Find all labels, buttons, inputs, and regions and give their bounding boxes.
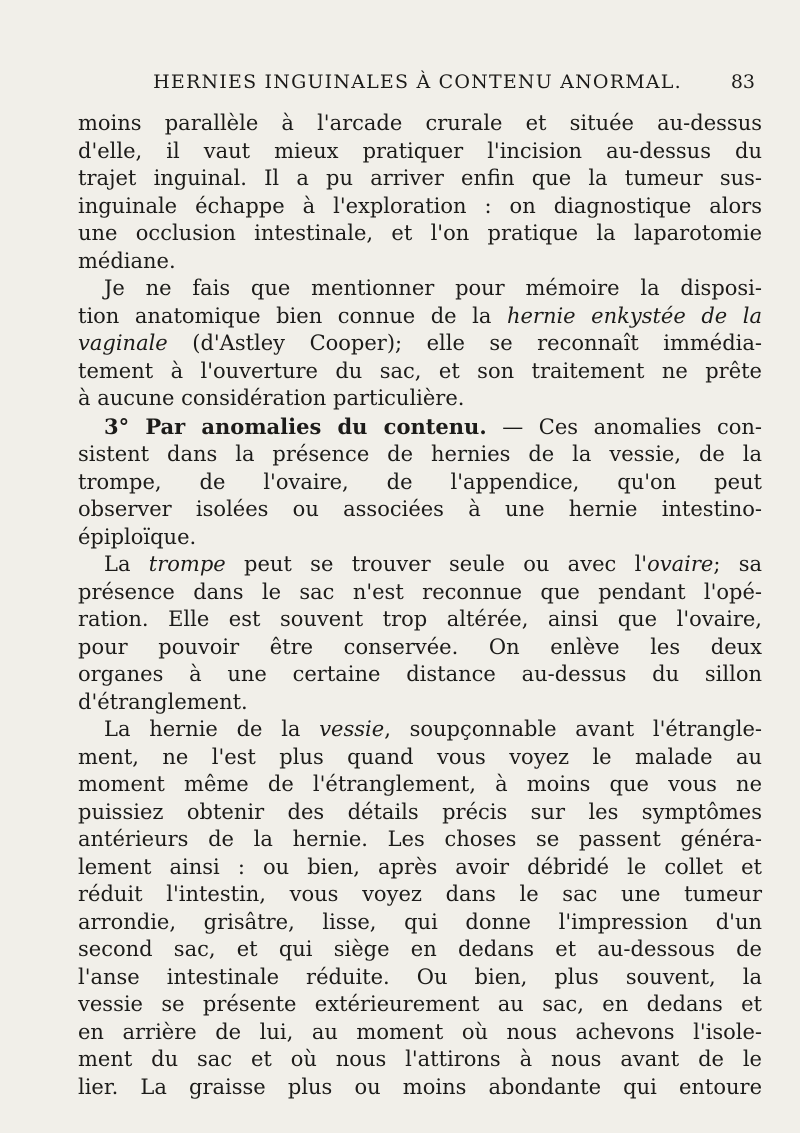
text-run: ; sa [713,552,763,576]
text-line: moment même de l'étranglement, à moins que vous ne [78,772,762,796]
text-line [78,551,762,579]
text-line: d'elle, il vaut mieux pratiquer l'incision au-dessus du [78,138,762,163]
text-line: second sac, et qui siège en dedans et au-dessous de [78,937,762,961]
text-line [78,716,762,744]
italic-term: trompe [148,552,226,576]
text-line: antérieurs de la hernie. Les choses se passent généra- [78,827,762,851]
text-line: d'étranglement. [78,689,248,714]
text-line: épiploïque. [78,524,197,549]
text-line: pour pouvoir être conservée. On enlève les deux [78,634,762,659]
text-line: présence dans le sac n'est reconnue que pendant l'opé- [78,579,762,604]
text-line: Je ne fais que mentionner pour mémoire la disposi- [104,276,762,300]
page-number: 83 [730,71,755,93]
text-line: ment, ne l'est plus quand vous voyez le malade au [78,744,762,769]
running-title: HERNIES INGUINALES À CONTENU ANORMAL. [153,71,682,93]
text-run: La hernie de la [104,717,320,741]
text-line: ration. Elle est souvent trop altérée, ainsi que l'ovaire, [78,607,762,631]
text-run: La [104,552,149,576]
text-line: sistent dans la présence de hernies de la vessie, de la [78,442,762,466]
paragraph-5 [78,716,762,1101]
paragraph-1 [78,110,762,275]
paragraph-2 [78,275,762,413]
text-line: réduit l'intestin, vous voyez dans le sac une tumeur [78,882,762,906]
text-line: une occlusion intestinale, et l'on pratique la laparotomie [78,221,762,245]
text-line: ment du sac et où nous l'attirons à nous avant de le [78,1047,762,1071]
section-heading: 3° Par anomalies du contenu. [104,413,487,439]
text-run: l' [634,552,648,576]
text-line: inguinale échappe à l'exploration : on diagnostique alors [78,193,762,218]
paragraph-4 [78,551,762,716]
body-text [78,110,762,1101]
italic-term: ovaire [647,552,714,576]
text-line: médiane. [78,248,176,273]
text-line: vessie se présente extérieurement au sac, en dedans et [78,992,762,1016]
text-line: lier. La graisse plus ou moins abondante qui entoure [78,1074,762,1099]
text-line [78,413,762,442]
text-line: trompe, de l'ovaire, de l'appendice, qu'on peut [78,469,762,494]
italic-term: vaginale [78,331,168,355]
text-run: (d'Astley Cooper); elle se reconnaît immédia- [167,331,762,355]
text-run: — Ces anomalies con- [486,414,762,439]
text-line: arrondie, grisâtre, lisse, qui donne l'impression d'un [78,909,762,934]
text-run: tion anatomique bien connue de la [78,303,507,328]
text-line: trajet inguinal. Il a pu arriver enfin que la tumeur sus- [78,166,762,190]
text-line [78,303,762,331]
text-line: observer isolées ou associées à une hernie intestino- [78,497,762,521]
text-run: , soupçonnable avant l'étrangle- [384,717,763,741]
text-line: à aucune considération particulière. [78,386,465,410]
text-run: peut se trouver seule ou avec [225,552,635,576]
text-line: moins parallèle à l'arcade crurale et située au-dessus [78,111,762,135]
text-line: l'anse intestinale réduite. Ou bien, plus souvent, la [78,964,762,989]
text-line: puissiez obtenir des détails précis sur les symptômes [78,799,762,824]
text-line: lement ainsi : ou bien, après avoir débridé le collet et [78,854,762,879]
text-line [78,330,762,358]
italic-term: hernie enkystée de la [506,303,762,328]
text-line: en arrière de lui, au moment où nous achevons l'isole- [78,1019,762,1044]
text-line: organes à une certaine distance au-dessus du sillon [78,662,762,686]
running-head [80,70,755,94]
italic-term: vessie [319,717,385,741]
text-line: tement à l'ouverture du sac, et son traitement ne prête [78,358,762,383]
paragraph-3 [78,413,762,552]
